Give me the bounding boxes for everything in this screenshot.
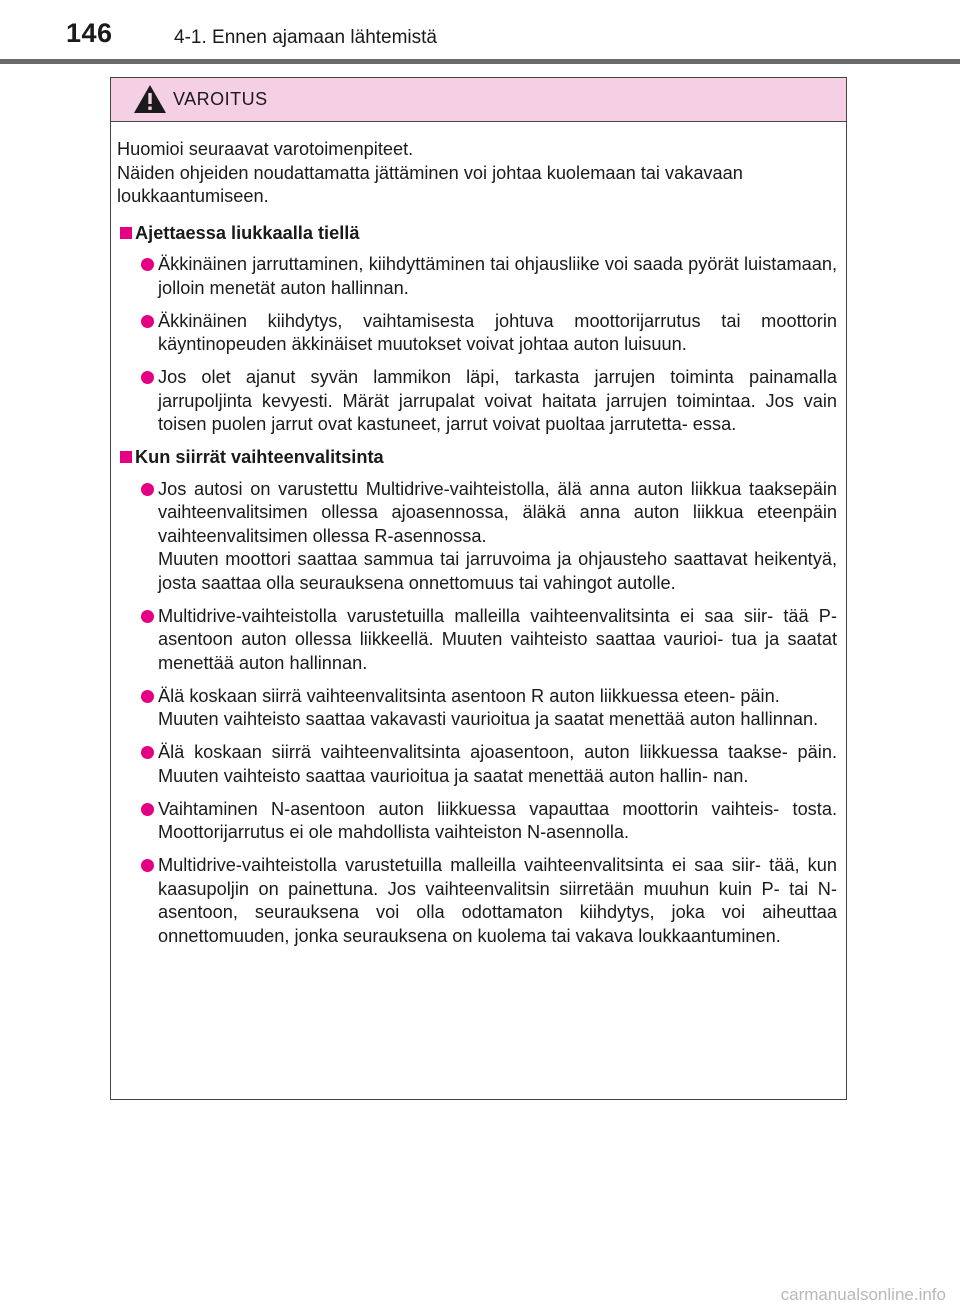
bullet-dot-icon	[141, 610, 154, 623]
item-text: Muuten vaihteisto saattaa vakavasti vaurioitua ja saatat menettää auton hallinnan.	[158, 709, 819, 729]
list-item	[117, 605, 837, 676]
item-text: Jos olet ajanut syvän lammikon läpi, tarkasta jarrujen toiminta painamalla jarrupoljinta kevyesti. Märät jarrupalat voivat haitata jarrujen toimintaa. Jos vain toisen puolen jarrut ovat kastuneet, jarrut voivat puoltaa jarrutetta- essa.	[158, 367, 837, 434]
list-item	[117, 366, 837, 437]
bullet-dot-icon	[141, 258, 154, 271]
bullet-dot-icon	[141, 859, 154, 872]
square-bullet-icon	[120, 227, 132, 239]
item-text: Äkkinäinen kiihdytys, vaihtamisesta johtuva moottorijarrutus tai moottorin käyntinopeuden äkkinäiset muutokset voivat johtaa auton luisuun.	[158, 310, 837, 354]
bullet-dot-icon	[141, 746, 154, 759]
section-title: 4-1. Ennen ajamaan lähtemistä	[174, 27, 437, 48]
watermark: carmanualsonline.info	[780, 1285, 946, 1304]
subsection-heading-slippery-road: Ajettaessa liukkaalla tiellä	[117, 222, 837, 246]
list-item	[117, 798, 837, 845]
list-item	[117, 253, 837, 300]
intro-line: Näiden ohjeiden noudattamatta jättäminen voi johtaa kuolemaan tai vakavaan loukkaantumiseen.	[117, 162, 743, 206]
warning-label: VAROITUS	[173, 89, 268, 109]
bullet-dot-icon	[141, 690, 154, 703]
list-item	[117, 310, 837, 357]
square-bullet-icon	[120, 451, 132, 463]
page-number: 146	[66, 18, 113, 48]
intro-line: Huomioi seuraavat varotoimenpiteet.	[117, 139, 414, 159]
warning-intro	[117, 138, 837, 209]
bullet-dot-icon	[141, 371, 154, 384]
warning-body	[111, 122, 846, 948]
list-item	[117, 685, 837, 732]
bullet-dot-icon	[141, 803, 154, 816]
item-text: Älä koskaan siirrä vaihteenvalitsinta ajoasentoon, auton liikkuessa taakse- päin. Muuten vaihteisto saattaa vaurioitua ja saatat menettää auton hallin- nan.	[158, 742, 837, 786]
item-text: Jos autosi on varustettu Multidrive-vaihteistolla, älä anna auton liikkua taaksepäin vaihteenvalitsimen ollessa ajoasennossa, äläkä anna auton liikkua eteenpäin vaihteenvalitsimen ollessa R-asennossa.	[158, 478, 837, 546]
list-item	[117, 854, 837, 948]
header-divider	[0, 59, 960, 64]
warning-header	[111, 78, 846, 122]
item-text: Äkkinäinen jarruttaminen, kiihdyttäminen tai ohjausliike voi saada pyörät luistamaan, jolloin menetät auton hallinnan.	[158, 254, 837, 298]
item-text: Älä koskaan siirrä vaihteenvalitsinta asentoon R auton liikkuessa eteen- päin.	[158, 685, 780, 706]
item-text: Multidrive-vaihteistolla varustetuilla malleilla vaihteenvalitsinta ei saa siir- tää P-asentoon auton ollessa liikkeellä. Muuten vaihteisto saattaa vaurioi- tua ja saatat menettää auton hallinnan.	[158, 605, 837, 673]
bullet-dot-icon	[141, 483, 154, 496]
subsection-heading-shift-lever: Kun siirrät vaihteenvalitsinta	[117, 446, 837, 470]
item-text: Muuten moottori saattaa sammua tai jarruvoima ja ohjausteho saattavat heikentyä, josta saattaa olla seurauksena onnettomuus tai vahingot autolle.	[158, 549, 837, 593]
item-text: Multidrive-vaihteistolla varustetuilla malleilla vaihteenvalitsinta ei saa siir- tää, kun kaasupoljin on painettuna. Jos vaihteenvalitsin siirretään muuhun kuin P- tai N-asentoon, seurauksena voi olla odottamaton kiihdytys, joka voi aiheuttaa onnettomuuden, jonka seurauksena on kuolema tai vakava loukkaantuminen.	[158, 855, 837, 946]
warning-box	[110, 77, 847, 1100]
item-text: Vaihtaminen N-asentoon auton liikkuessa vapauttaa moottorin vaihteis- tosta. Moottorijarrutus ei ole mahdollista vaihteiston N-asennolla.	[158, 798, 837, 842]
list-item	[117, 478, 837, 596]
page-header	[0, 0, 960, 48]
warning-triangle-icon	[133, 84, 167, 114]
list-item	[117, 741, 837, 788]
bullet-dot-icon	[141, 315, 154, 328]
